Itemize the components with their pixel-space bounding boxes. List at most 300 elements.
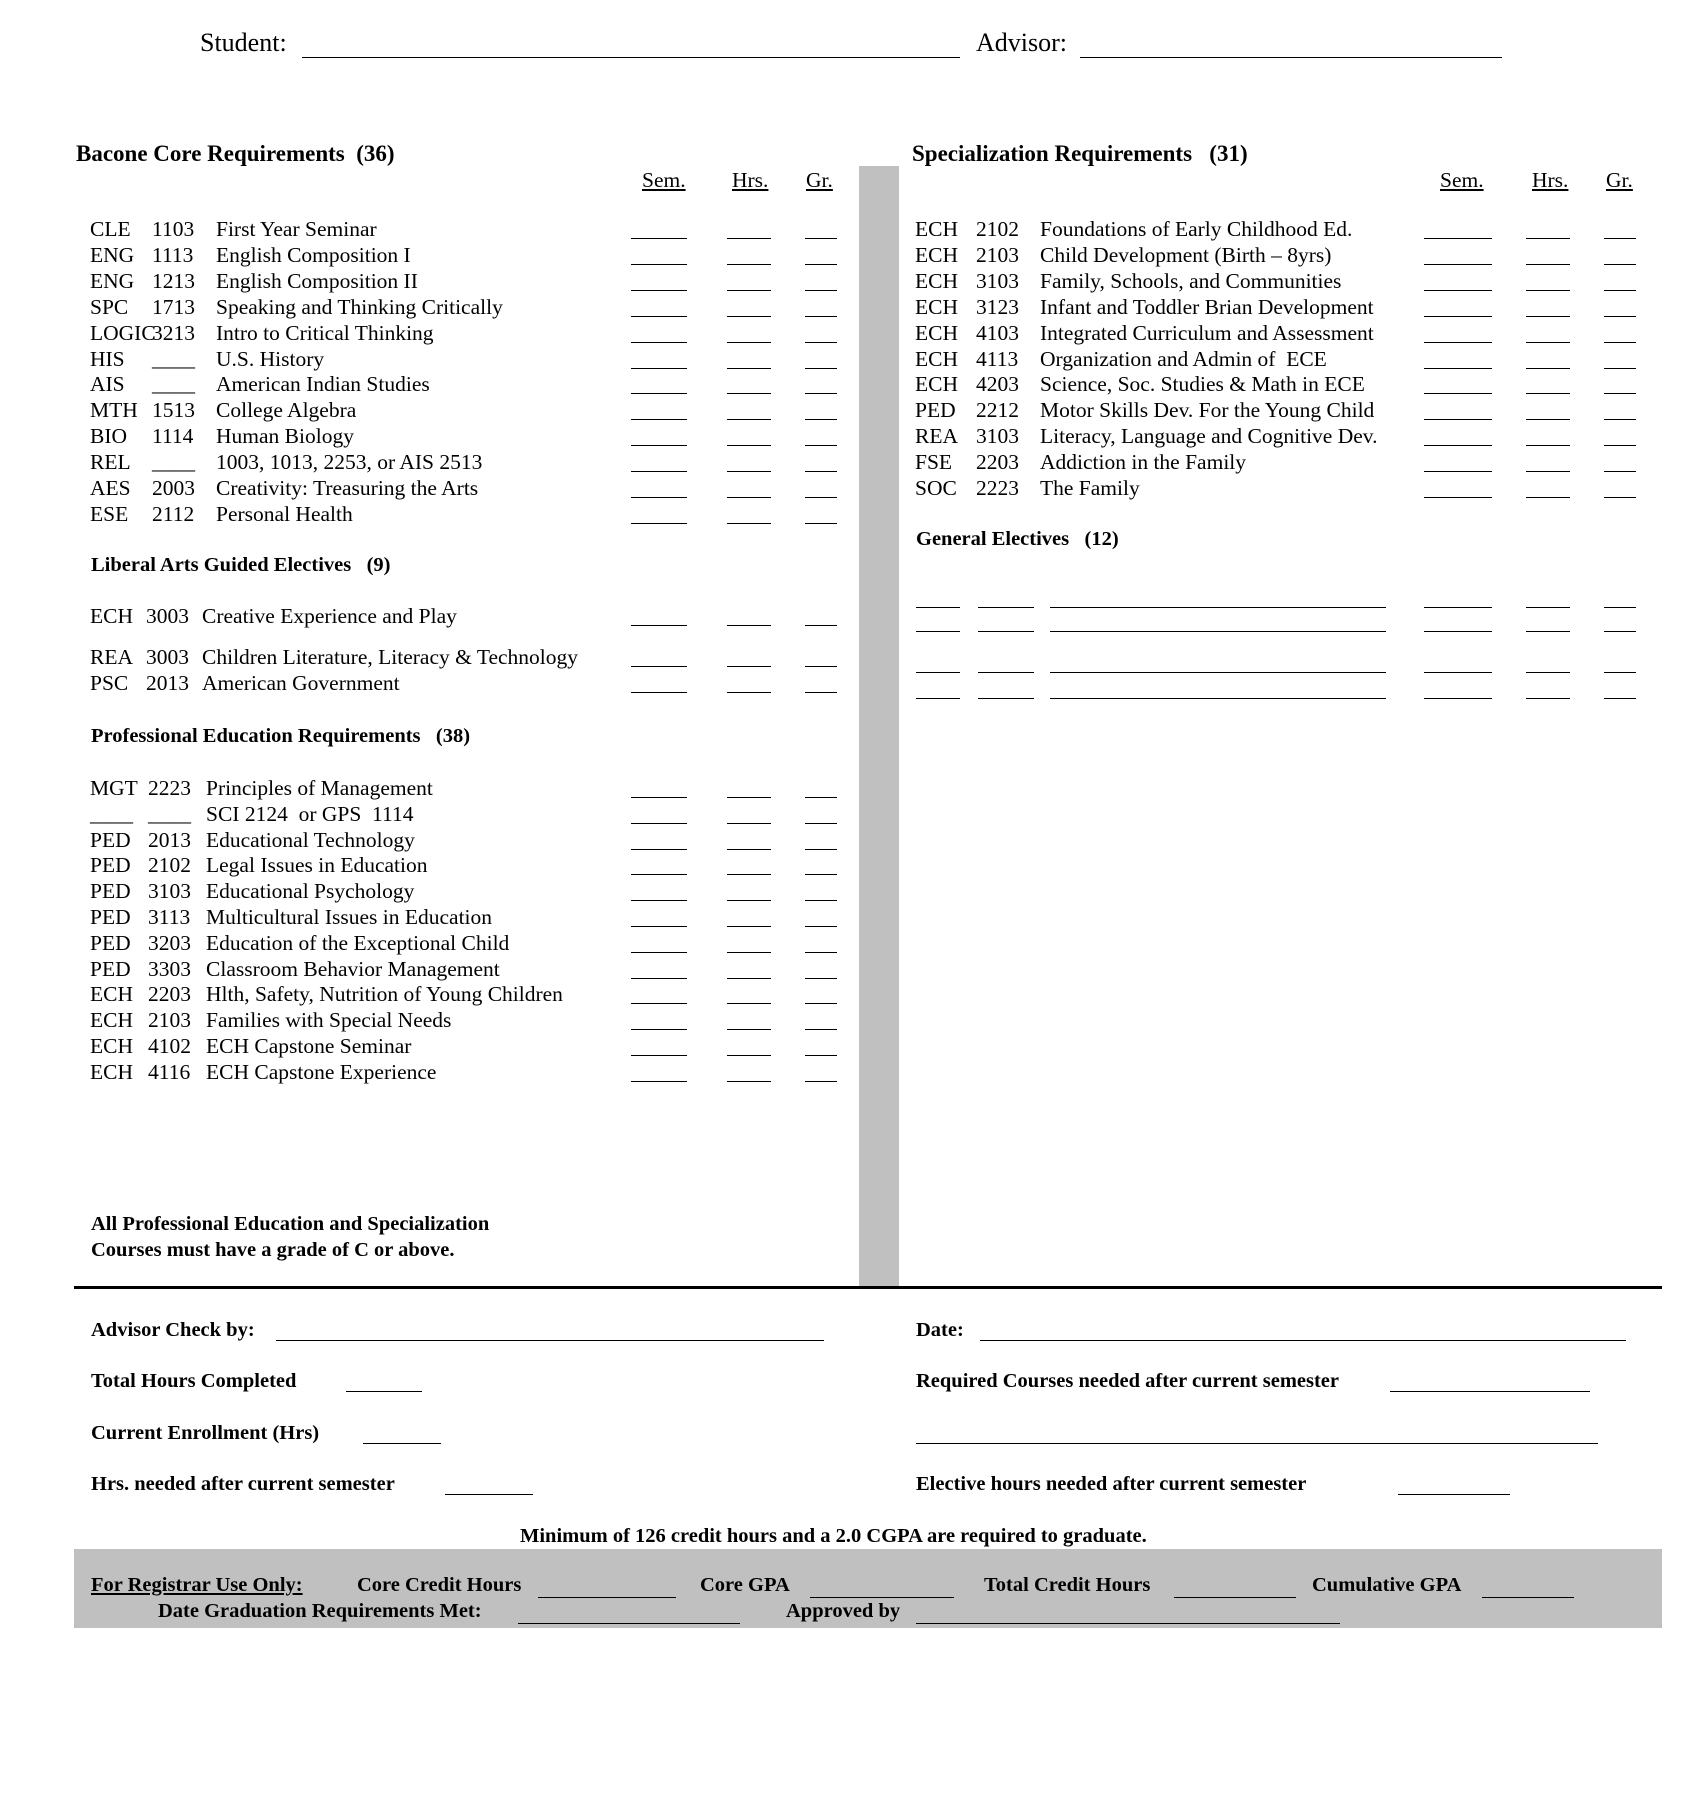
grade-note-line1: All Professional Education and Specialization	[91, 1213, 490, 1235]
date-label: Date:	[916, 1319, 964, 1341]
course-title: College Algebra	[216, 398, 357, 423]
course-gr-field[interactable]	[1604, 368, 1636, 369]
course-hrs-field[interactable]	[727, 264, 771, 265]
course-title: Intro to Critical Thinking	[216, 320, 434, 345]
course-hrs-field[interactable]	[1526, 238, 1570, 239]
course-hrs-field[interactable]	[1526, 342, 1570, 343]
elective-sem-field[interactable]	[1424, 607, 1492, 608]
elective-dept-field[interactable]	[916, 631, 960, 632]
course-dept: PED	[90, 879, 131, 904]
course-gr-field[interactable]	[805, 497, 837, 498]
course-sem-field[interactable]	[631, 290, 687, 291]
course-gr-field[interactable]	[805, 316, 837, 317]
course-number: ____	[148, 801, 191, 826]
course-dept: MGT	[90, 776, 138, 800]
course-gr-field[interactable]	[805, 1055, 837, 1056]
elective-number-field[interactable]	[978, 631, 1034, 632]
core-gpa-field[interactable]	[810, 1597, 954, 1598]
course-title: Child Development (Birth – 8yrs)	[1040, 242, 1332, 267]
total-hours-field[interactable]	[346, 1391, 422, 1392]
course-title: Science, Soc. Studies & Math in ECE	[1040, 372, 1365, 397]
course-gr-field[interactable]	[805, 523, 837, 524]
course-gr-field[interactable]	[805, 445, 837, 446]
course-number: 1713	[152, 294, 195, 319]
required-courses-field[interactable]	[1390, 1391, 1590, 1392]
course-hrs-field[interactable]	[1526, 264, 1570, 265]
course-gr-field[interactable]	[805, 290, 837, 291]
course-sem-field[interactable]	[631, 1055, 687, 1056]
course-number: 2103	[976, 242, 1019, 267]
course-gr-field[interactable]	[805, 342, 837, 343]
hrs-needed-label: Hrs. needed after current semester	[91, 1473, 395, 1495]
course-number: 2203	[976, 450, 1019, 475]
course-gr-field[interactable]	[1604, 445, 1636, 446]
course-sem-field[interactable]	[631, 393, 687, 394]
course-hrs-field[interactable]	[1526, 290, 1570, 291]
course-dept: SPC	[90, 294, 129, 319]
elective-hours-field[interactable]	[1398, 1494, 1510, 1495]
course-number: 3303	[148, 956, 191, 981]
elective-gr-field[interactable]	[1604, 607, 1636, 608]
course-gr-field[interactable]	[805, 368, 837, 369]
course-dept: ECH	[915, 346, 958, 371]
course-dept: ESE	[90, 501, 129, 526]
elective-dept-field[interactable]	[916, 672, 960, 673]
registrar-label: For Registrar Use Only:	[91, 1574, 303, 1596]
course-hrs-field[interactable]	[1526, 497, 1570, 498]
advisor-name-field[interactable]	[1080, 57, 1502, 58]
course-hrs-field[interactable]	[727, 692, 771, 693]
course-sem-field[interactable]	[631, 523, 687, 524]
course-number: 4103	[976, 320, 1019, 345]
elective-gr-field[interactable]	[1604, 672, 1636, 673]
course-title: ECH Capstone Seminar	[206, 1034, 412, 1058]
elective-sem-field[interactable]	[1424, 672, 1492, 673]
course-sem-field[interactable]	[631, 1029, 687, 1030]
course-title: English Composition I	[216, 242, 411, 267]
course-number: 3003	[146, 645, 189, 669]
elective-dept-field[interactable]	[916, 698, 960, 699]
course-hrs-field[interactable]	[727, 1029, 771, 1030]
right-sem-header: Sem.	[1440, 168, 1484, 192]
course-dept: REL	[90, 450, 131, 475]
current-enrollment-label: Current Enrollment (Hrs)	[91, 1422, 320, 1444]
course-hrs-field[interactable]	[1526, 316, 1570, 317]
course-sem-field[interactable]	[631, 666, 687, 667]
course-dept: ECH	[915, 320, 958, 345]
course-sem-field[interactable]	[1424, 316, 1492, 317]
elective-title-field[interactable]	[1050, 698, 1386, 699]
course-number: 4102	[148, 1034, 191, 1058]
course-gr-field[interactable]	[805, 471, 837, 472]
course-gr-field[interactable]	[1604, 497, 1636, 498]
course-title: Classroom Behavior Management	[206, 956, 500, 981]
course-sem-field[interactable]	[1424, 264, 1492, 265]
course-title: Personal Health	[216, 501, 353, 526]
course-gr-field[interactable]	[805, 1003, 837, 1004]
course-hrs-field[interactable]	[727, 666, 771, 667]
elective-sem-field[interactable]	[1424, 631, 1492, 632]
course-hrs-field[interactable]	[1526, 471, 1570, 472]
approved-by-label: Approved by	[786, 1600, 901, 1622]
course-sem-field[interactable]	[631, 692, 687, 693]
course-dept: PSC	[90, 671, 129, 695]
course-hrs-field[interactable]	[727, 1081, 771, 1082]
course-dept: ECH	[915, 372, 958, 397]
course-gr-field[interactable]	[805, 1029, 837, 1030]
course-sem-field[interactable]	[631, 368, 687, 369]
course-title: 1003, 1013, 2253, or AIS 2513	[216, 450, 483, 475]
course-gr-field[interactable]	[805, 666, 837, 667]
course-number: 1114	[152, 424, 194, 449]
course-gr-field[interactable]	[805, 900, 837, 901]
course-hrs-field[interactable]	[727, 823, 771, 824]
course-gr-field[interactable]	[1604, 238, 1636, 239]
elective-number-field[interactable]	[978, 607, 1034, 608]
course-gr-field[interactable]	[1604, 419, 1636, 420]
total-credit-hours-field[interactable]	[1174, 1597, 1296, 1598]
course-title: Motor Skills Dev. For the Young Child	[1040, 398, 1375, 423]
course-sem-field[interactable]	[631, 264, 687, 265]
course-title: Multicultural Issues in Education	[206, 905, 493, 929]
course-title: Foundations of Early Childhood Ed.	[1040, 217, 1353, 241]
course-gr-field[interactable]	[805, 419, 837, 420]
course-dept: ECH	[90, 982, 133, 1007]
elective-number-field[interactable]	[978, 698, 1034, 699]
course-hrs-field[interactable]	[727, 625, 771, 626]
course-title: Educational Technology	[206, 827, 415, 852]
course-gr-field[interactable]	[805, 238, 837, 239]
course-number: 3003	[146, 604, 189, 628]
course-number: 4203	[976, 372, 1019, 397]
course-number: 2223	[976, 476, 1019, 500]
course-sem-field[interactable]	[631, 952, 687, 953]
course-sem-field[interactable]	[1424, 471, 1492, 472]
course-gr-field[interactable]	[805, 849, 837, 850]
elective-title-field[interactable]	[1050, 672, 1386, 673]
course-gr-field[interactable]	[805, 1081, 837, 1082]
date-requirements-met-label: Date Graduation Requirements Met:	[158, 1600, 482, 1622]
course-sem-field[interactable]	[1424, 445, 1492, 446]
course-sem-field[interactable]	[631, 849, 687, 850]
minimum-requirement-note: Minimum of 126 credit hours and a 2.0 CGPA are required to graduate.	[520, 1525, 1147, 1547]
course-dept: BIO	[90, 424, 128, 449]
course-number: 2102	[148, 853, 191, 878]
course-dept: PED	[90, 905, 131, 929]
course-number: 1213	[152, 268, 195, 293]
elective-hours-label: Elective hours needed after current semester	[916, 1473, 1307, 1495]
course-hrs-field[interactable]	[727, 497, 771, 498]
course-gr-field[interactable]	[805, 625, 837, 626]
course-sem-field[interactable]	[631, 342, 687, 343]
course-title: Education of the Exceptional Child	[206, 930, 510, 955]
elective-hrs-field[interactable]	[1526, 607, 1570, 608]
course-sem-field[interactable]	[1424, 419, 1492, 420]
course-hrs-field[interactable]	[727, 471, 771, 472]
course-number: 2003	[152, 476, 195, 500]
course-dept: PED	[90, 930, 131, 955]
course-number: 1113	[152, 242, 194, 267]
course-sem-field[interactable]	[1424, 290, 1492, 291]
left-hrs-header: Hrs.	[732, 168, 769, 192]
course-gr-field[interactable]	[1604, 264, 1636, 265]
section-separator	[74, 1286, 1662, 1289]
course-dept: ____	[90, 801, 133, 826]
course-sem-field[interactable]	[631, 471, 687, 472]
course-number: 2103	[148, 1008, 191, 1033]
date-field[interactable]	[980, 1340, 1626, 1341]
course-number: 3203	[148, 930, 191, 955]
course-dept: ECH	[90, 1034, 133, 1058]
professional-education-heading: Professional Education Requirements (38)	[91, 725, 471, 747]
course-dept: MTH	[90, 398, 138, 423]
course-sem-field[interactable]	[1424, 393, 1492, 394]
specialization-requirements-heading: Specialization Requirements (31)	[912, 141, 1248, 166]
course-number: 3113	[148, 905, 191, 929]
course-number: 3103	[976, 424, 1019, 449]
course-gr-field[interactable]	[1604, 471, 1636, 472]
course-hrs-field[interactable]	[727, 978, 771, 979]
course-gr-field[interactable]	[805, 978, 837, 979]
course-gr-field[interactable]	[805, 797, 837, 798]
right-gr-header: Gr.	[1606, 168, 1633, 192]
course-title: Speaking and Thinking Critically	[216, 294, 503, 319]
elective-sem-field[interactable]	[1424, 698, 1492, 699]
course-sem-field[interactable]	[631, 1081, 687, 1082]
left-sem-header: Sem.	[642, 168, 686, 192]
course-sem-field[interactable]	[1424, 342, 1492, 343]
date-requirements-met-field[interactable]	[518, 1623, 740, 1624]
course-number: 3103	[148, 879, 191, 904]
advisor-check-field[interactable]	[276, 1340, 824, 1341]
approved-by-field[interactable]	[916, 1623, 1340, 1624]
advisor-label: Advisor:	[976, 28, 1067, 57]
elective-number-field[interactable]	[978, 672, 1034, 673]
course-dept: SOC	[915, 476, 957, 500]
core-credit-hours-field[interactable]	[538, 1597, 676, 1598]
course-title: Creativity: Treasuring the Arts	[216, 476, 479, 500]
course-hrs-field[interactable]	[727, 290, 771, 291]
course-title: English Composition II	[216, 268, 418, 293]
course-title: Hlth, Safety, Nutrition of Young Children	[206, 982, 563, 1007]
course-number: 2112	[152, 501, 195, 526]
course-hrs-field[interactable]	[1526, 445, 1570, 446]
course-sem-field[interactable]	[631, 497, 687, 498]
course-hrs-field[interactable]	[1526, 419, 1570, 420]
course-hrs-field[interactable]	[727, 900, 771, 901]
course-title: Integrated Curriculum and Assessment	[1040, 320, 1374, 345]
course-number: 2203	[148, 982, 191, 1007]
course-sem-field[interactable]	[631, 419, 687, 420]
course-title: Organization and Admin of ECE	[1040, 346, 1327, 371]
course-gr-field[interactable]	[805, 926, 837, 927]
course-hrs-field[interactable]	[727, 393, 771, 394]
left-gr-header: Gr.	[806, 168, 833, 192]
course-title: Families with Special Needs	[206, 1008, 452, 1033]
course-number: ____	[152, 450, 195, 475]
elective-hrs-field[interactable]	[1526, 672, 1570, 673]
course-sem-field[interactable]	[631, 625, 687, 626]
course-title: American Government	[202, 671, 400, 695]
course-hrs-field[interactable]	[727, 926, 771, 927]
course-hrs-field[interactable]	[727, 874, 771, 875]
core-gpa-label: Core GPA	[700, 1574, 790, 1596]
general-electives-heading: General Electives (12)	[916, 528, 1119, 550]
course-title: The Family	[1040, 476, 1140, 500]
course-dept: CLE	[90, 217, 131, 241]
course-number: 2102	[976, 217, 1019, 241]
required-courses-field-line2[interactable]	[916, 1443, 1598, 1444]
student-label: Student:	[200, 28, 287, 57]
course-dept: ENG	[90, 268, 135, 293]
course-dept: LOGIC	[90, 320, 156, 345]
course-title: American Indian Studies	[216, 372, 430, 397]
course-hrs-field[interactable]	[727, 1055, 771, 1056]
course-number: 2013	[146, 671, 189, 695]
course-title: Legal Issues in Education	[206, 853, 428, 878]
course-dept: ECH	[915, 268, 958, 293]
course-title: Literacy, Language and Cognitive Dev.	[1040, 424, 1378, 449]
course-sem-field[interactable]	[631, 926, 687, 927]
course-hrs-field[interactable]	[727, 368, 771, 369]
student-name-field[interactable]	[302, 57, 960, 58]
course-hrs-field[interactable]	[727, 342, 771, 343]
course-gr-field[interactable]	[805, 952, 837, 953]
course-dept: ECH	[90, 604, 133, 628]
required-courses-label: Required Courses needed after current semester	[916, 1370, 1340, 1392]
course-title: Children Literature, Literacy & Technology	[202, 645, 579, 669]
course-dept: ECH	[90, 1059, 133, 1084]
grade-note-line2: Courses must have a grade of C or above.	[91, 1239, 455, 1261]
course-sem-field[interactable]	[631, 874, 687, 875]
course-sem-field[interactable]	[631, 316, 687, 317]
course-gr-field[interactable]	[805, 264, 837, 265]
course-gr-field[interactable]	[1604, 290, 1636, 291]
course-hrs-field[interactable]	[1526, 368, 1570, 369]
elective-hrs-field[interactable]	[1526, 631, 1570, 632]
course-number: 3213	[152, 320, 195, 345]
core-credit-hours-label: Core Credit Hours	[357, 1574, 522, 1596]
course-title: Family, Schools, and Communities	[1040, 268, 1342, 293]
elective-dept-field[interactable]	[916, 607, 960, 608]
course-title: U.S. History	[216, 346, 325, 371]
course-gr-field[interactable]	[805, 692, 837, 693]
course-hrs-field[interactable]	[727, 316, 771, 317]
course-dept: FSE	[915, 450, 953, 475]
course-sem-field[interactable]	[631, 978, 687, 979]
course-number: ____	[152, 372, 195, 397]
course-dept: PED	[90, 956, 131, 981]
course-title: Educational Psychology	[206, 879, 415, 904]
course-gr-field[interactable]	[1604, 393, 1636, 394]
course-number: ____	[152, 346, 195, 371]
course-title: Creative Experience and Play	[202, 604, 457, 628]
current-enrollment-field[interactable]	[363, 1443, 441, 1444]
course-number: 3103	[976, 268, 1019, 293]
hrs-needed-field[interactable]	[445, 1494, 533, 1495]
elective-gr-field[interactable]	[1604, 698, 1636, 699]
liberal-arts-heading: Liberal Arts Guided Electives (9)	[91, 554, 391, 576]
core-requirements-heading: Bacone Core Requirements (36)	[76, 141, 395, 166]
course-number: 1513	[152, 398, 195, 423]
cumulative-gpa-label: Cumulative GPA	[1312, 1574, 1462, 1596]
column-divider	[859, 166, 899, 1288]
elective-title-field[interactable]	[1050, 607, 1386, 608]
course-sem-field[interactable]	[1424, 368, 1492, 369]
course-number: 3123	[976, 294, 1019, 319]
course-number: 2013	[148, 827, 191, 852]
course-sem-field[interactable]	[631, 445, 687, 446]
course-title: ECH Capstone Experience	[206, 1059, 437, 1084]
course-title: SCI 2124 or GPS 1114	[206, 801, 414, 826]
course-dept: REA	[915, 424, 958, 449]
course-dept: PED	[915, 398, 956, 423]
course-dept: PED	[90, 853, 131, 878]
course-hrs-field[interactable]	[727, 849, 771, 850]
elective-title-field[interactable]	[1050, 631, 1386, 632]
course-number: 2223	[148, 776, 191, 800]
course-hrs-field[interactable]	[727, 797, 771, 798]
course-dept: AES	[90, 476, 131, 500]
course-dept: REA	[90, 645, 133, 669]
course-dept: ECH	[915, 217, 958, 241]
course-sem-field[interactable]	[631, 1003, 687, 1004]
course-number: 4113	[976, 346, 1019, 371]
course-sem-field[interactable]	[631, 900, 687, 901]
course-hrs-field[interactable]	[727, 238, 771, 239]
cumulative-gpa-field[interactable]	[1482, 1597, 1574, 1598]
course-gr-field[interactable]	[805, 823, 837, 824]
course-gr-field[interactable]	[1604, 342, 1636, 343]
course-dept: AIS	[90, 372, 125, 397]
course-title: Principles of Management	[206, 776, 433, 800]
course-title: First Year Seminar	[216, 217, 377, 241]
course-gr-field[interactable]	[805, 874, 837, 875]
course-number: 4116	[148, 1059, 191, 1084]
advisor-check-label: Advisor Check by:	[91, 1319, 255, 1341]
course-title: Addiction in the Family	[1040, 450, 1247, 475]
course-dept: ECH	[915, 294, 958, 319]
course-title: Human Biology	[216, 424, 354, 449]
course-dept: ECH	[90, 1008, 133, 1033]
course-hrs-field[interactable]	[727, 952, 771, 953]
elective-hrs-field[interactable]	[1526, 698, 1570, 699]
course-hrs-field[interactable]	[727, 523, 771, 524]
course-gr-field[interactable]	[1604, 316, 1636, 317]
course-hrs-field[interactable]	[1526, 393, 1570, 394]
total-hours-label: Total Hours Completed	[91, 1370, 297, 1392]
course-dept: HIS	[90, 346, 125, 371]
course-dept: ENG	[90, 242, 135, 267]
course-hrs-field[interactable]	[727, 445, 771, 446]
right-hrs-header: Hrs.	[1532, 168, 1569, 192]
course-hrs-field[interactable]	[727, 1003, 771, 1004]
course-sem-field[interactable]	[631, 238, 687, 239]
course-sem-field[interactable]	[631, 797, 687, 798]
course-dept: ECH	[915, 242, 958, 267]
total-credit-hours-label: Total Credit Hours	[984, 1574, 1151, 1596]
elective-gr-field[interactable]	[1604, 631, 1636, 632]
course-number: 1103	[152, 217, 195, 241]
course-dept: PED	[90, 827, 131, 852]
course-number: 2212	[976, 398, 1019, 423]
course-gr-field[interactable]	[805, 393, 837, 394]
course-title: Infant and Toddler Brian Development	[1040, 294, 1374, 319]
course-sem-field[interactable]	[1424, 238, 1492, 239]
course-hrs-field[interactable]	[727, 419, 771, 420]
course-sem-field[interactable]	[631, 823, 687, 824]
course-sem-field[interactable]	[1424, 497, 1492, 498]
